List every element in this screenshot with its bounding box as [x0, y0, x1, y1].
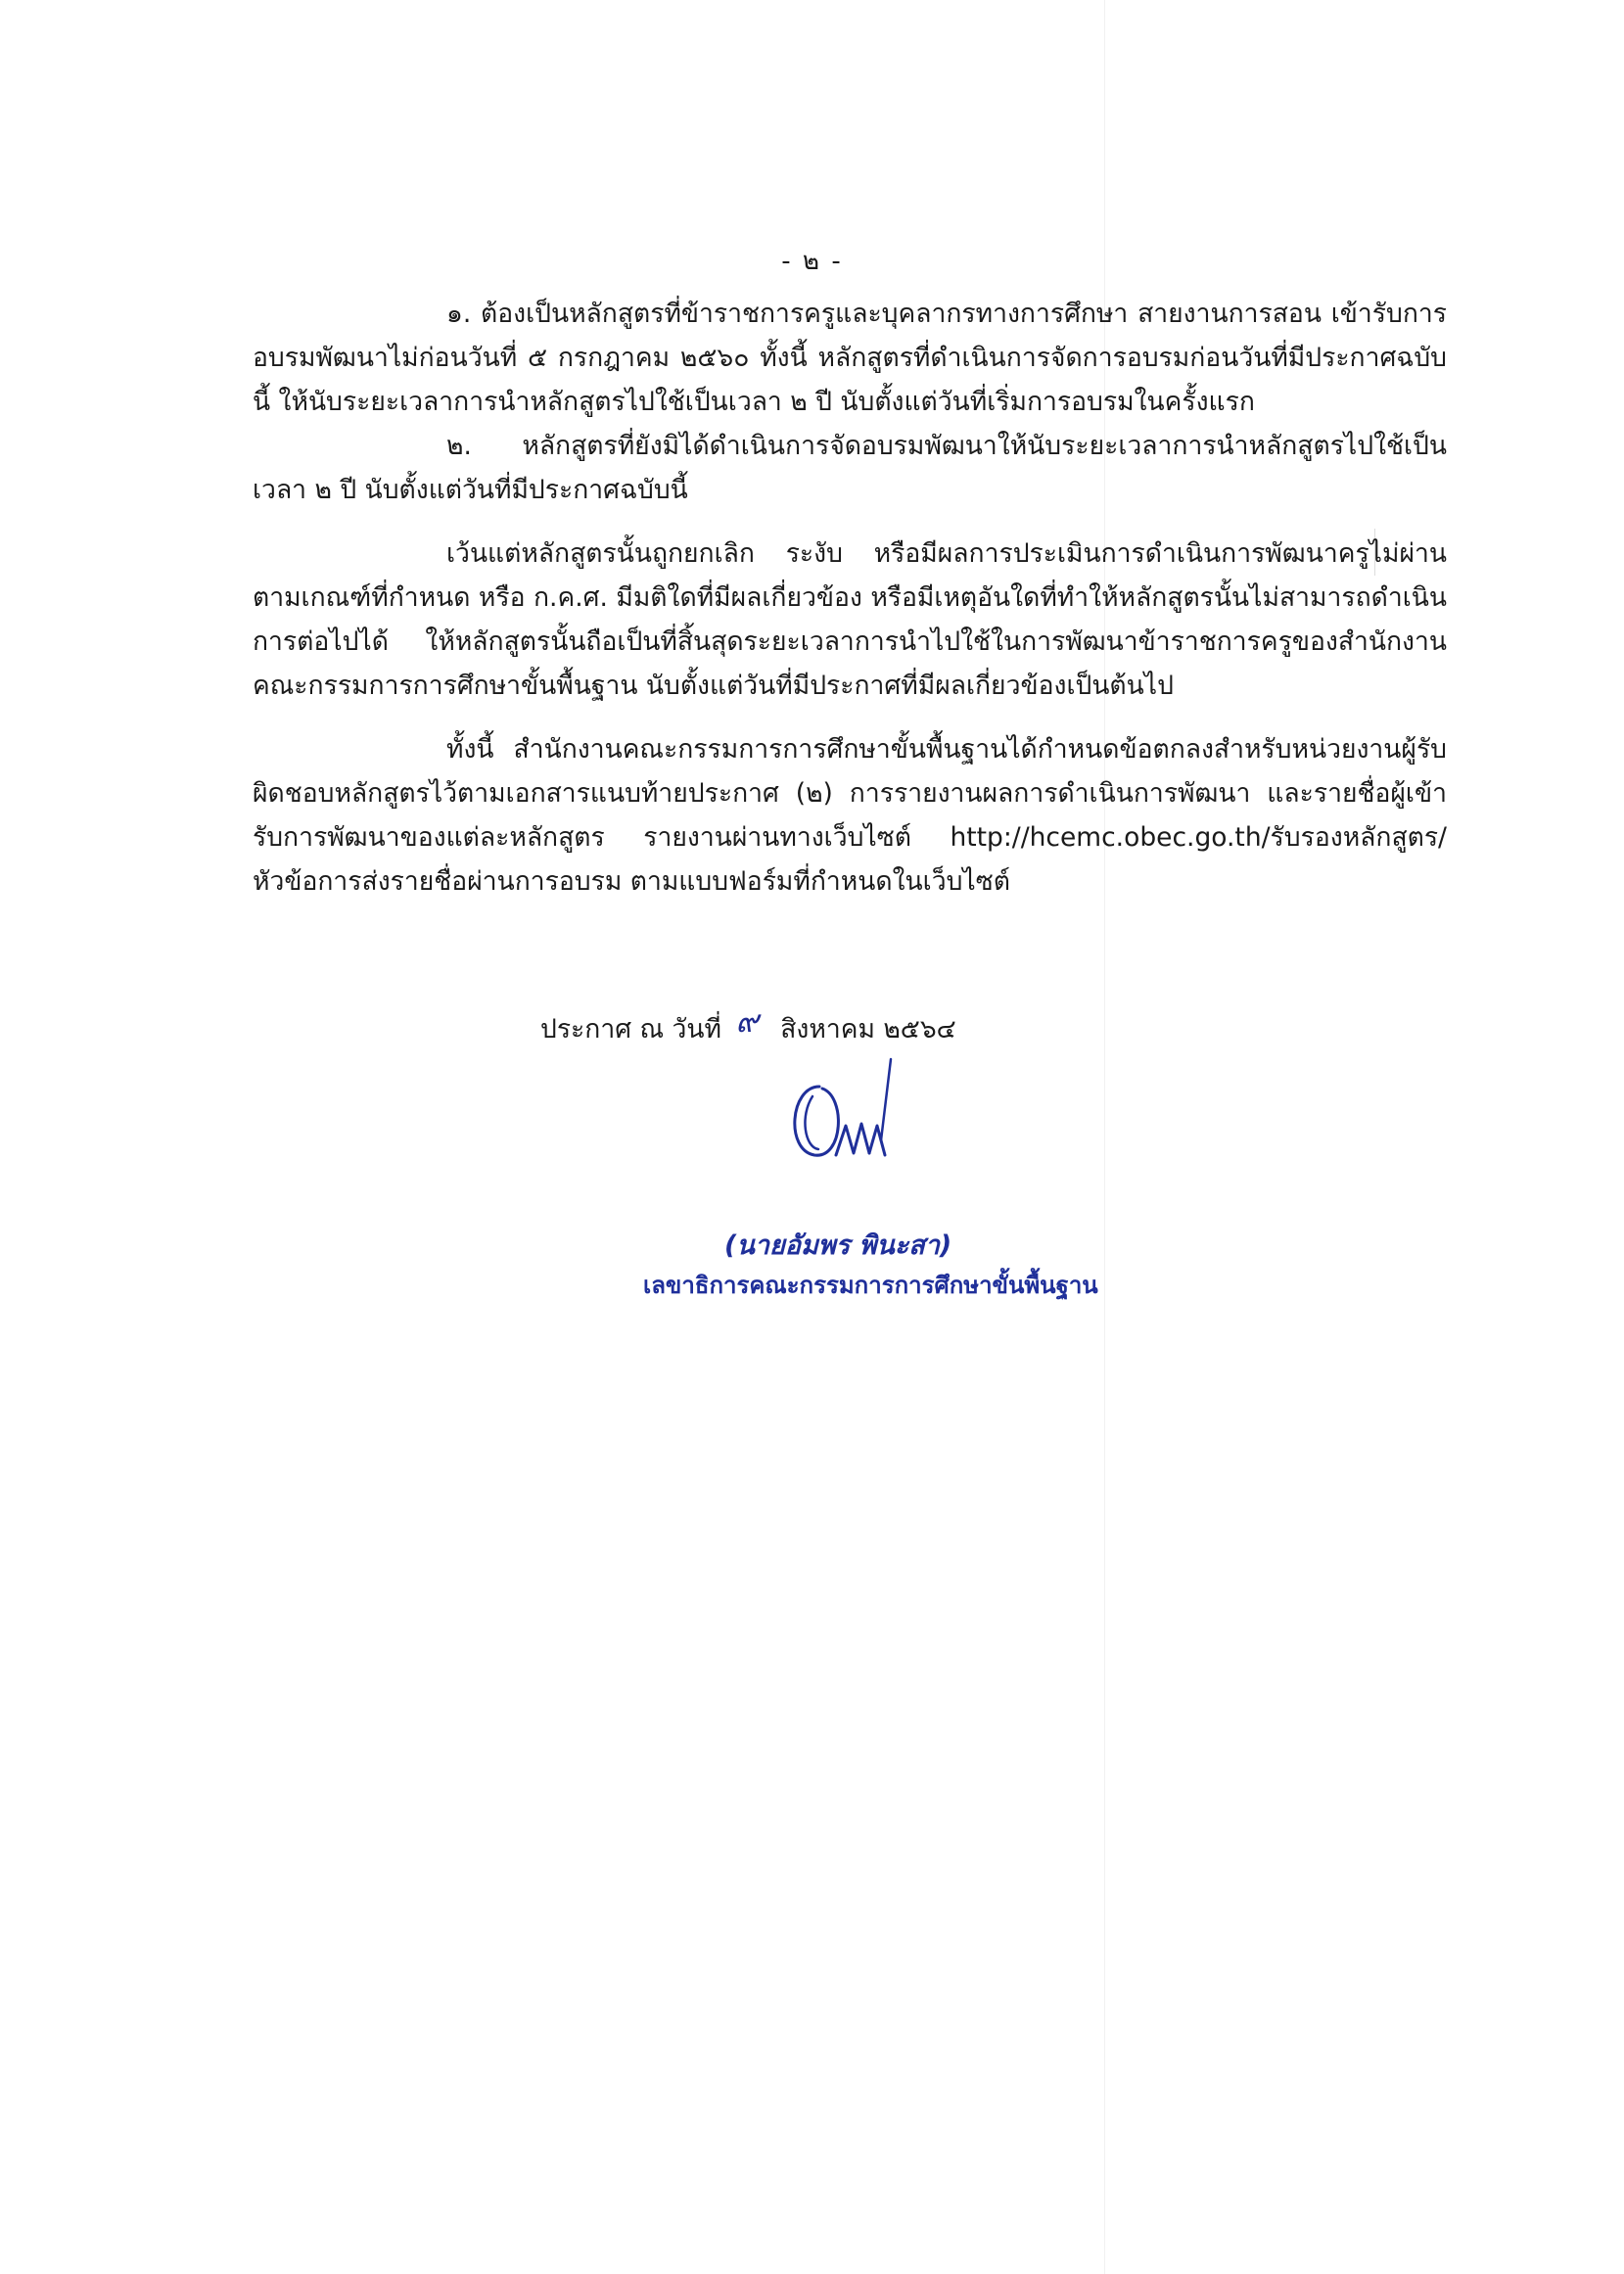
paragraph-exception: เว้นแต่หลักสูตรนั้นถูกยกเลิก ระงับ หรือมีผลการประเมินการดำเนินการพัฒนาครูไม่ผ่านตามเกณฑ์ที่กำหนด หรือ ก.ค.ศ. มีมติใดที่มีผลเกี่ยวข้อง หรือมีเหตุอันใดที่ทำให้หลักสูตรนั้นไม่สามารถดำเนินการต่อไปได้ ให้หลักสูตรนั้นถือเป็นที่สิ้นสุดระยะเวลาการนำไปใช้ในการพัฒนาข้าราชการครูของสำนักงานคณะกรรมการการศึกษาขั้นพื้นฐาน นับตั้งแต่วันที่มีประกาศที่มีผลเกี่ยวข้องเป็นต้นไป [253, 538, 1447, 701]
signer-name: (นายอัมพร พินะสา) [724, 1230, 952, 1261]
paragraph-clause-2: ๒. หลักสูตรที่ยังมิได้ดำเนินการจัดอบรมพัฒนาให้นับระยะเวลาการนำหลักสูตรไปใช้เป็นเวลา ๒ ปี นับตั้งแต่วันที่มีประกาศฉบับนี้ [253, 431, 1447, 505]
signature-icon [775, 1057, 922, 1175]
paragraph-clause-1: ๑. ต้องเป็นหลักสูตรที่ข้าราชการครูและบุคลากรทางการศึกษา สายงานการสอน เข้ารับการอบรมพัฒนาไม่ก่อนวันที่ ๕ กรกฎาคม ๒๕๖๐ ทั้งนี้ หลักสูตรที่ดำเนินการจัดการอบรมก่อนวันที่มีประกาศฉบับนี้ ให้นับระยะเวลาการนำหลักสูตรไปใช้เป็นเวลา ๒ ปี นับตั้งแต่วันที่เริ่มการอบรมในครั้งแรก [253, 299, 1447, 417]
paragraph-reporting: ทั้งนี้ สำนักงานคณะกรรมการการศึกษาขั้นพื้นฐานได้กำหนดข้อตกลงสำหรับหน่วยงานผู้รับผิดชอบหลักสูตรไว้ตามเอกสารแนบท้ายประกาศ (๒) การรายงานผลการดำเนินการพัฒนา และรายชื่อผู้เข้ารับการพัฒนาของแต่ละหลักสูตร รายงานผ่านทางเว็บไซต์ http://hcemc.obec.go.th/รับรองหลักสูตร/หัวข้อการส่งรายชื่อผ่านการอบรม ตามแบบฟอร์มที่กำหนดในเว็บไซต์ [253, 734, 1447, 897]
document-body [253, 292, 1447, 904]
date-prefix: ประกาศ ณ วันที่ [540, 1014, 721, 1044]
announcement-date [540, 1002, 956, 1052]
date-day-handwritten: ๙ [735, 1002, 759, 1040]
signer-title: เลขาธิการคณะกรรมการการศึกษาขั้นพื้นฐาน [643, 1272, 1098, 1299]
page-number: - ๒ - [781, 247, 843, 276]
date-month-year: สิงหาคม ๒๕๖๔ [780, 1014, 956, 1044]
